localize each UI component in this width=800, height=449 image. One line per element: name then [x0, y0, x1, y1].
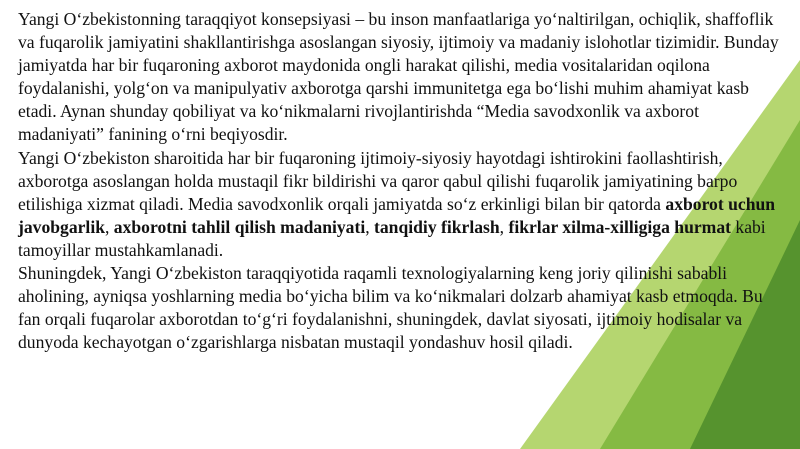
paragraph-1: Yangi O‘zbekistonning taraqqiyot konsepsiyasi – bu inson manfaatlariga yo‘naltirilgan, ochiqlik, shaffoflik va fuqarolik jamiyatini shakllantirishga asoslangan siyosiy, ijtimoiy va madaniy islohotlar tizimidir. Bunday jamiyatda har bir fuqaroning axborot maydonida ongli harakat qilishi, media vositalaridan oqilona foydalanishi, yolg‘on va manipulyativ axborotga qarshi immunitetga ega bo‘lishi muhim ahamiyat kasb etadi. Aynan shunday qobiliyat va ko‘nikmalarni rivojlantirishda “Media savodxonlik va axborot madaniyati” fanining o‘rni beqiyosdir. — [18, 9, 779, 145]
paragraph-2-outro: kabi tamoyillar mustahkamlanadi. — [18, 216, 766, 260]
slide-text-block — [18, 8, 788, 354]
separator-2: , — [365, 216, 375, 237]
paragraph-2 — [18, 147, 788, 262]
separator-1: , — [105, 216, 114, 237]
bold-phrase-3: tanqidiy fikrlash — [374, 216, 500, 237]
bold-phrase-1: axborot uchun javobgarlik — [18, 193, 776, 237]
paragraph-3: Shuningdek, Yangi O‘zbekiston taraqqiyotida raqamli texnologiyalarning keng joriy qilinishi sababli aholining, ayniqsa yoshlarning media bo‘yicha bilim va ko‘nikmalari dolzarb ahamiyat kasb etmoqda. Bu fan orqali fuqarolar axborotdan to‘g‘ri foydalanishni, shuningdek, davlat siyosati, ijtimoiy hodisalar va dunyoda kechayotgan o‘zgarishlarga nisbatan mustaqil yondashuv hosil qiladi. — [18, 263, 763, 353]
bold-phrase-4: fikrlar xilma-xilligiga hurmat — [508, 216, 731, 237]
bold-phrase-2: axborotni tahlil qilish madaniyati — [113, 216, 366, 237]
paragraph-2-intro: Yangi O‘zbekiston sharoitida har bir fuqaroning ijtimoiy-siyosiy hayotdagi ishtirokini faollashtirish, axborotga asoslangan holda mustaqil fikr bildirishi va qaror qabul qilishi fuqarolik jamiyatining barpo etilishiga xizmat qiladi. Media savodxonlik orqali jamiyatda so‘z erkinligi bilan bir qatorda — [18, 147, 738, 214]
separator-3: , — [499, 216, 509, 237]
